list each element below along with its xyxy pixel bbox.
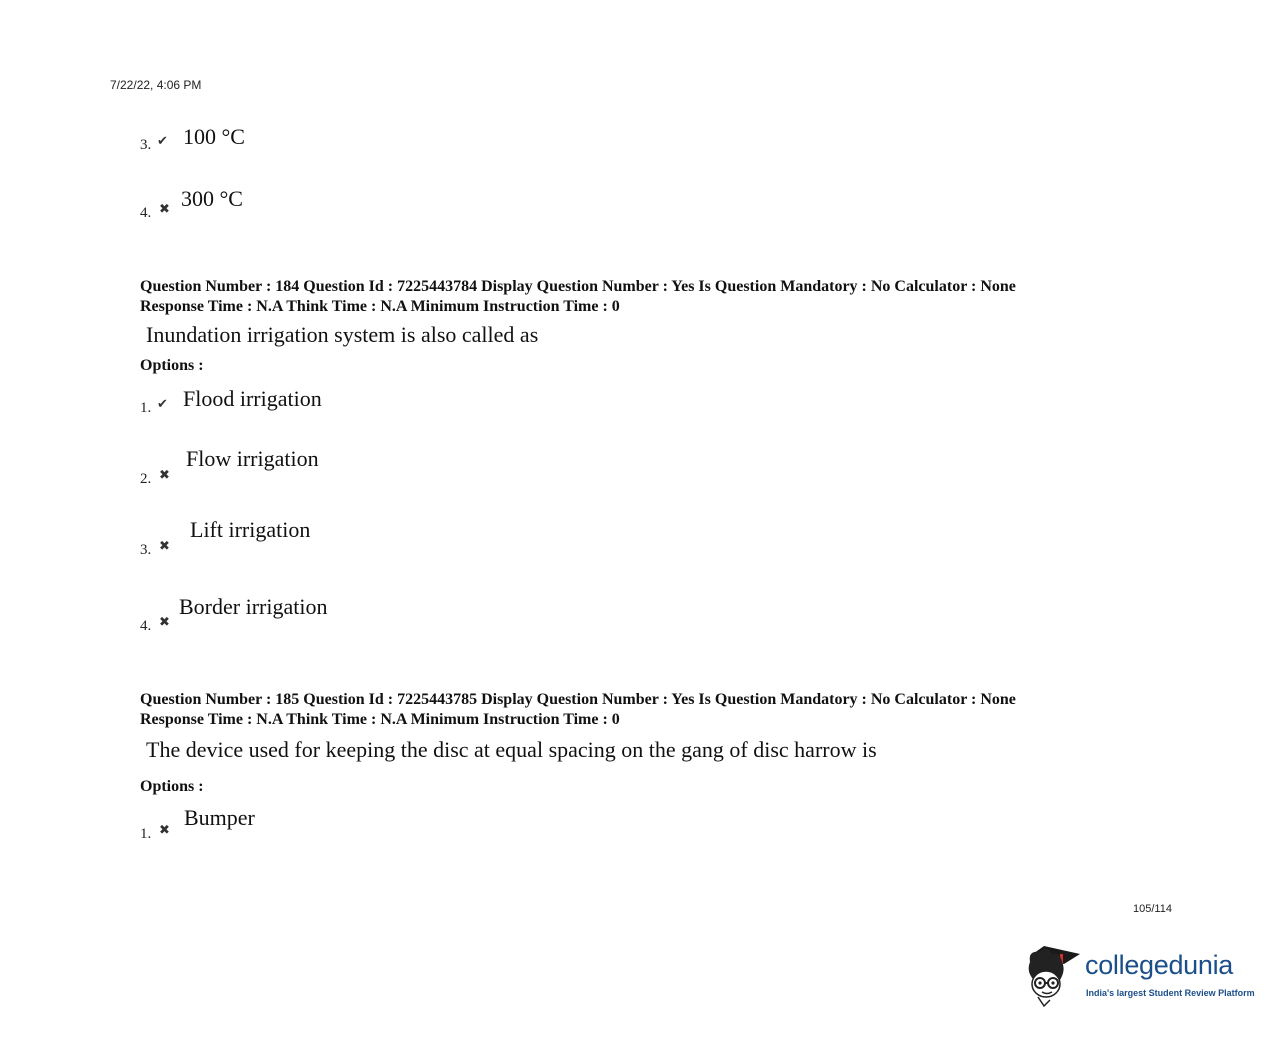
option-number: 1.	[140, 826, 152, 842]
cross-icon: ✖	[159, 539, 170, 554]
print-timestamp: 7/22/22, 4:06 PM	[110, 78, 202, 92]
cross-icon: ✖	[159, 202, 170, 217]
option-number: 4.	[140, 205, 152, 221]
option-number: 1.	[140, 400, 152, 416]
option-number: 3.	[140, 137, 152, 153]
question-meta	[140, 690, 1016, 730]
option-text: Flood irrigation	[183, 386, 322, 411]
check-icon: ✔	[157, 397, 168, 412]
option-number: 2.	[140, 471, 152, 487]
page-number: 105/114	[1133, 903, 1172, 915]
brand-tagline: India's largest Student Review Platform	[1086, 988, 1255, 998]
cross-icon: ✖	[159, 615, 170, 630]
question-meta	[140, 277, 1016, 317]
question-text: The device used for keeping the disc at equal spacing on the gang of disc harrow is	[146, 737, 877, 762]
option-text: Border irrigation	[179, 594, 328, 619]
option-text: Flow irrigation	[186, 446, 319, 471]
question-meta-line2: Response Time : N.A Think Time : N.A Minimum Instruction Time : 0	[140, 711, 620, 728]
question-meta-line2: Response Time : N.A Think Time : N.A Minimum Instruction Time : 0	[140, 298, 620, 315]
collegedunia-mascot-icon	[1024, 940, 1086, 1008]
option-number: 3.	[140, 542, 152, 558]
option-text: Bumper	[184, 805, 255, 830]
cross-icon: ✖	[159, 823, 170, 838]
option-text: 300 °C	[181, 186, 243, 211]
cross-icon: ✖	[159, 468, 170, 483]
question-meta-line1: Question Number : 184 Question Id : 7225443784 Display Question Number : Yes Is Question Mandatory : No Calculator : None	[140, 278, 1016, 295]
brand-logo-text: collegedunia	[1085, 950, 1234, 980]
option-number: 4.	[140, 618, 152, 634]
question-text: Inundation irrigation system is also called as	[146, 322, 539, 347]
options-label: Options :	[140, 357, 204, 374]
question-meta-line1: Question Number : 185 Question Id : 7225443785 Display Question Number : Yes Is Question Mandatory : No Calculator : None	[140, 691, 1016, 708]
option-text: Lift irrigation	[190, 517, 311, 542]
check-icon: ✔	[157, 134, 168, 149]
options-label: Options :	[140, 778, 204, 795]
option-text: 100 °C	[183, 124, 245, 149]
